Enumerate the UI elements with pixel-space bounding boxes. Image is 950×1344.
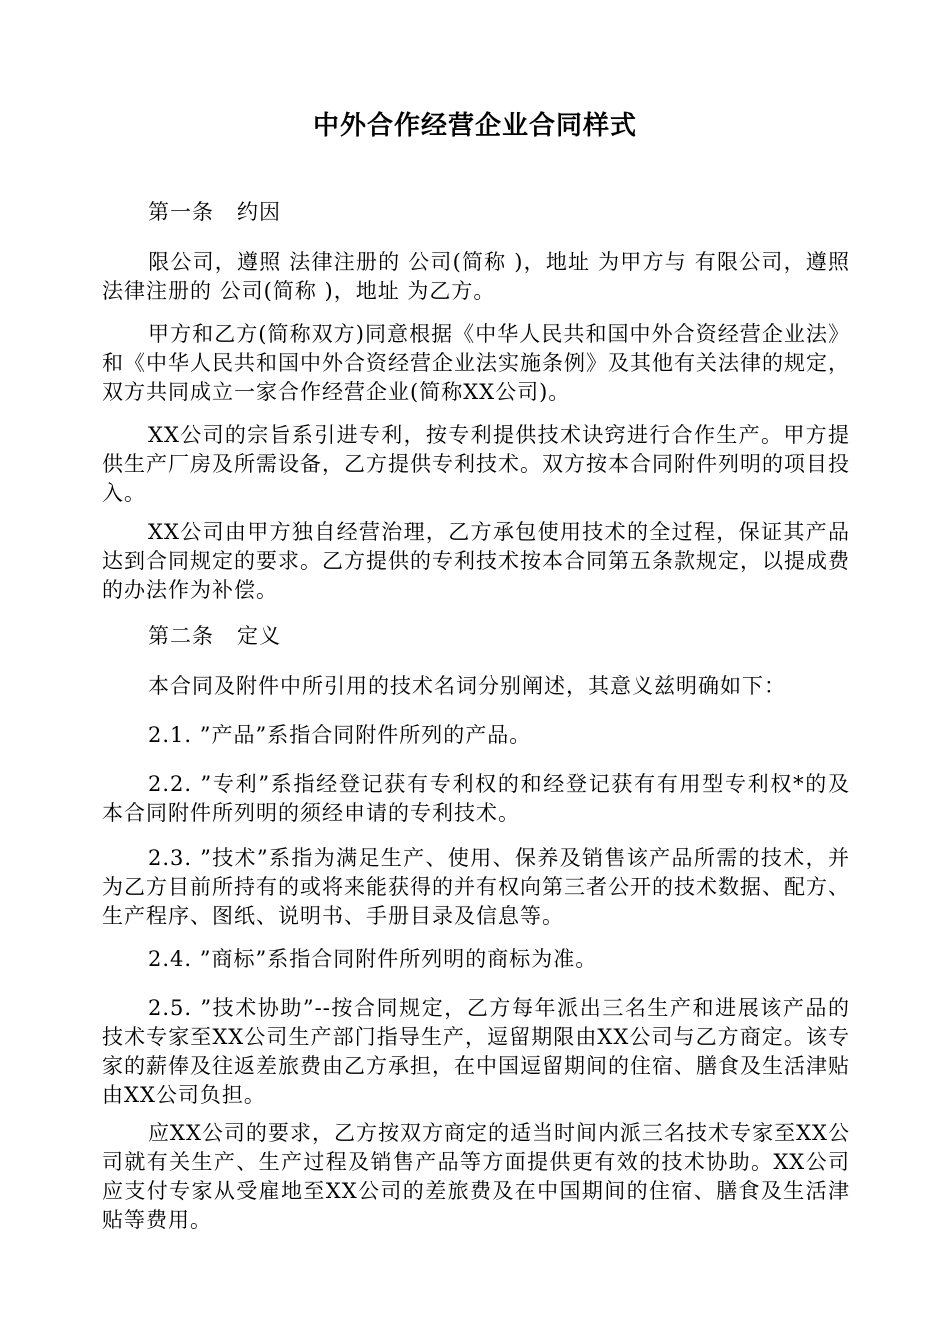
article-1-heading: 第一条 约因 bbox=[148, 200, 282, 224]
paragraph-def-technology bbox=[102, 844, 850, 931]
paragraph-def-trademark bbox=[102, 945, 850, 974]
paragraph-legal-basis bbox=[102, 320, 850, 407]
paragraph-management-text: XX公司由甲方独自经营治理，乙方承包使用技术的全过程，保证其产品达到合同规定的要求。乙方提供的专利技术按本合同第五条款规定，以提成费的办法作为补偿。 bbox=[102, 520, 850, 602]
paragraph-additional-assistance bbox=[102, 1119, 850, 1235]
paragraph-additional-assistance-text: 应XX公司的要求，乙方按双方商定的适当时间内派三名技术专家至XX公司就有关生产、生产过程及销售产品等方面提供更有效的技术协助。XX公司应支付专家从受雇地至XX公司的差旅费及在中国期间的住宿、膳食及生活津贴等费用。 bbox=[102, 1121, 850, 1232]
paragraph-definitions-intro bbox=[102, 672, 850, 701]
paragraph-def-tech-assistance-text: 2.5. ”技术协助”--按合同规定，乙方每年派出三名生产和进展该产品的技术专家至XX公司生产部门指导生产，逗留期限由XX公司与乙方商定。该专家的薪俸及往返差旅费由乙方承担，在中国逗留期间的住宿、膳食及生活津贴由XX公司负担。 bbox=[102, 996, 850, 1107]
paragraph-def-trademark-text: 2.4. ”商标”系指合同附件所列明的商标为准。 bbox=[148, 947, 598, 971]
paragraph-management bbox=[102, 518, 850, 605]
paragraph-parties-text: 限公司，遵照 法律注册的 公司(简称 )，地址 为甲方与 有限公司，遵照 法律注册的 公司(简称 )，地址 为乙方。 bbox=[102, 250, 850, 303]
paragraph-legal-basis-text: 甲方和乙方(简称双方)同意根据《中华人民共和国中外合资经营企业法》和《中华人民共和国中外合资经营企业法实施条例》及其他有关法律的规定，双方共同成立一家合作经营企业(简称XX公司)。 bbox=[102, 322, 850, 404]
article-2-heading: 第二条 定义 bbox=[148, 624, 282, 648]
paragraph-def-tech-assistance bbox=[102, 994, 850, 1110]
paragraph-purpose bbox=[102, 421, 850, 508]
paragraph-def-patent bbox=[102, 770, 850, 828]
paragraph-def-product bbox=[102, 721, 850, 750]
paragraph-purpose-text: XX公司的宗旨系引进专利，按专利提供技术诀窍进行合作生产。甲方提供生产厂房及所需设备，乙方提供专利技术。双方按本合同附件列明的项目投入。 bbox=[102, 423, 850, 505]
paragraph-def-patent-text: 2.2. ”专利”系指经登记获有专利权的和经登记获有有用型专利权*的及本合同附件所列明的须经申请的专利技术。 bbox=[102, 772, 850, 825]
paragraph-parties bbox=[102, 248, 850, 306]
paragraph-definitions-intro-text: 本合同及附件中所引用的技术名词分别阐述，其意义兹明确如下： bbox=[148, 674, 786, 698]
paragraph-def-technology-text: 2.3. ”技术”系指为满足生产、使用、保养及销售该产品所需的技术，并为乙方目前所持有的或将来能获得的并有权向第三者公开的技术数据、配方、生产程序、图纸、说明书、手册目录及信息等。 bbox=[102, 846, 850, 928]
paragraph-def-product-text: 2.1. ”产品”系指合同附件所列的产品。 bbox=[148, 723, 532, 747]
document-title: 中外合作经营企业合同样式 bbox=[312, 111, 637, 141]
